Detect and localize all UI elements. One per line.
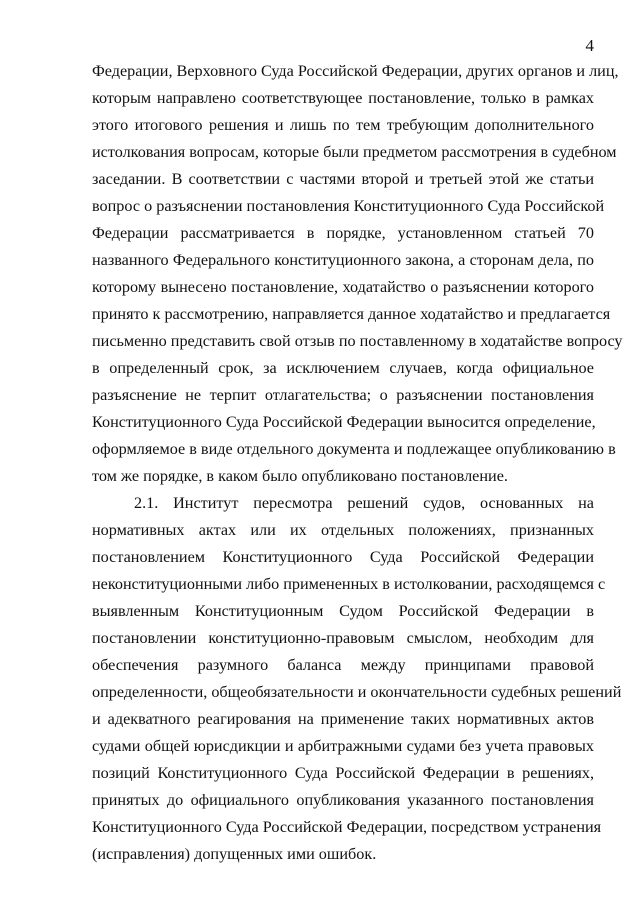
text-line: постановлением Конституционного Суда Российской Федерации — [92, 548, 594, 566]
text-line: позиций Конституционного Суда Российской Федерации в решениях, — [92, 764, 594, 782]
text-line: письменно представить свой отзыв по поставленному в ходатайстве вопросу — [92, 332, 623, 350]
text-line: и адекватного реагирования на применение таких нормативных актов — [92, 710, 594, 728]
text-line: которому вынесено постановление, ходатайство о разъяснении которого — [92, 278, 594, 296]
text-line: выявленным Конституционным Судом Российской Федерации в — [92, 602, 594, 620]
text-line: судами общей юрисдикции и арбитражными судами без учета правовых — [92, 737, 594, 755]
text-line: которым направлено соответствующее постановление, только в рамках — [92, 89, 594, 107]
page-number: 4 — [585, 36, 594, 55]
text-line: в определенный срок, за исключением случаев, когда официальное — [92, 359, 594, 377]
text-line: обеспечения разумного баланса между принципами правовой — [92, 656, 594, 674]
text-line: Федерации, Верховного Суда Российской Федерации, других органов и лиц, — [92, 62, 619, 80]
text-line: заседании. В соответствии с частями второй и третьей этой же статьи — [92, 170, 594, 188]
text-line: (исправления) допущенных ими ошибок. — [92, 845, 377, 863]
text-line: принятых до официального опубликования указанного постановления — [92, 791, 594, 809]
text-line: неконституционными либо примененных в истолковании, расходящемся с — [92, 575, 606, 593]
text-line: вопрос о разъяснении постановления Конституционного Суда Российской — [92, 197, 605, 215]
text-line: оформляемое в виде отдельного документа и подлежащее опубликованию в — [92, 440, 616, 458]
text-line: постановлении конституционно-правовым смыслом, необходим для — [92, 629, 594, 647]
document-body — [92, 58, 623, 868]
text-line: Конституционного Суда Российской Федерации, посредством устранения — [92, 818, 602, 836]
section-heading-line: 2.1. Институт пересмотра решений судов, основанных на — [134, 494, 594, 512]
paragraph-section-2-1 — [92, 490, 622, 868]
text-line: этого итогового решения и лишь по тем требующим дополнительного — [92, 116, 594, 134]
text-line: истолкования вопросам, которые были предметом рассмотрения в судебном — [92, 143, 617, 161]
text-line: том же порядке, в каком было опубликовано постановление. — [92, 467, 508, 485]
text-line: определенности, общеобязательности и окончательности судебных решений — [92, 683, 622, 701]
text-line: нормативных актах или их отдельных положениях, признанных — [92, 521, 594, 539]
text-line: принято к рассмотрению, направляется данное ходатайство и предлагается — [92, 305, 611, 323]
text-line: Федерации рассматривается в порядке, установленном статьей 70 — [92, 224, 594, 242]
paragraph-continuation — [92, 58, 623, 490]
text-line: названного Федерального конституционного закона, а сторонам дела, по — [92, 251, 594, 269]
text-line: Конституционного Суда Российской Федерации выносится определение, — [92, 413, 596, 431]
text-line: разъяснение не терпит отлагательства; о разъяснении постановления — [92, 386, 594, 404]
